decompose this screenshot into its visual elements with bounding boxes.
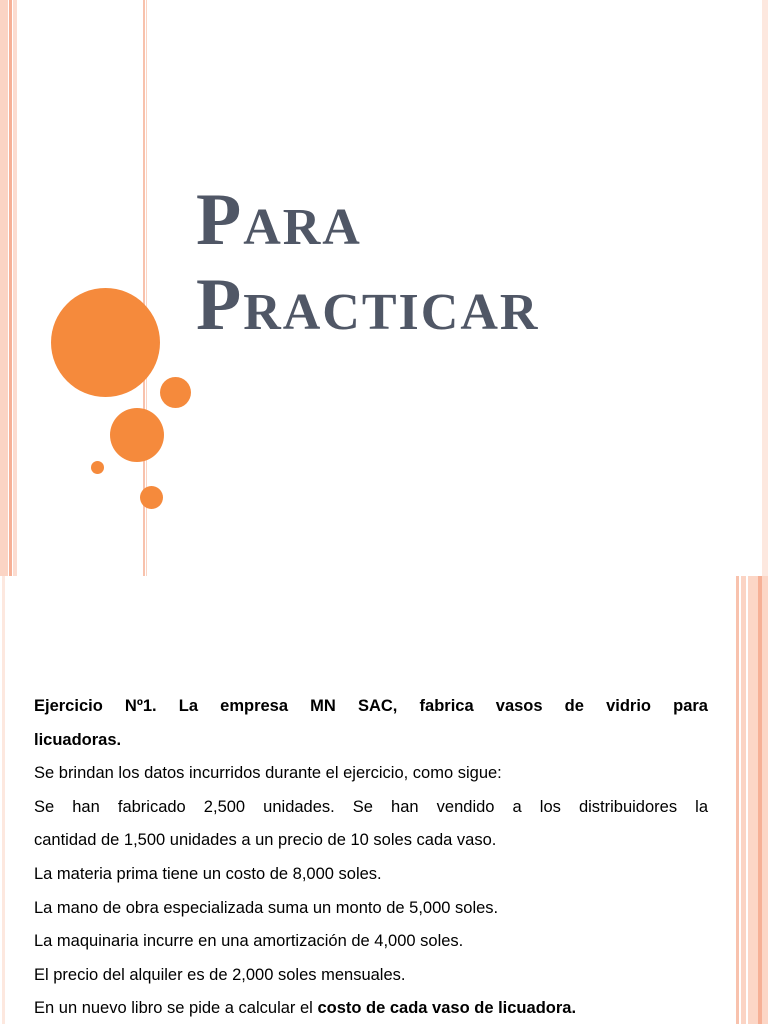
exercise-line: La maquinaria incurre en una amortización de 4,000 soles.	[34, 932, 464, 951]
exercise-line: La materia prima tiene un costo de 8,000 soles.	[34, 864, 382, 883]
exercise-line: Se brindan los datos incurridos durante el ejercicio, como sigue:	[34, 764, 502, 783]
exercise-line: Se han fabricado 2,500 unidades. Se han vendido a los distribuidores la	[34, 797, 708, 816]
exercise-text	[34, 690, 708, 1026]
exercise-heading: Ejercicio Nº1. La empresa MN SAC, fabrica vasos de vidrio para	[34, 697, 708, 715]
decor-circle-medium	[110, 408, 164, 462]
decor-stripe	[2, 576, 5, 1024]
decor-circle-small	[140, 486, 163, 509]
exercise-question	[34, 992, 708, 1026]
decor-stripe	[736, 576, 739, 1024]
decor-stripe	[762, 0, 768, 576]
decor-stripe	[13, 0, 17, 576]
decor-circle-tiny	[91, 461, 104, 474]
exercise-heading-cont: licuadoras.	[34, 730, 122, 749]
title-line: Para	[196, 179, 362, 261]
decor-stripe	[0, 0, 8, 576]
slide-title	[196, 178, 539, 348]
decor-stripe	[758, 576, 762, 1024]
exercise-line: cantidad de 1,500 unidades a un precio de 10 soles cada vaso.	[34, 831, 497, 850]
exercise-line: El precio del alquiler es de 2,000 soles mensuales.	[34, 965, 406, 984]
decor-circle-small	[160, 377, 191, 408]
exercise-line: La mano de obra especializada suma un monto de 5,000 soles.	[34, 898, 499, 917]
question-emphasis: costo de cada vaso de licuadora.	[317, 999, 577, 1018]
decor-stripe	[9, 0, 12, 576]
question-text: En un nuevo libro se pide a calcular el	[34, 999, 318, 1018]
decor-circle-large	[51, 288, 160, 397]
decor-stripe	[741, 576, 746, 1024]
title-line: Practicar	[196, 264, 540, 346]
